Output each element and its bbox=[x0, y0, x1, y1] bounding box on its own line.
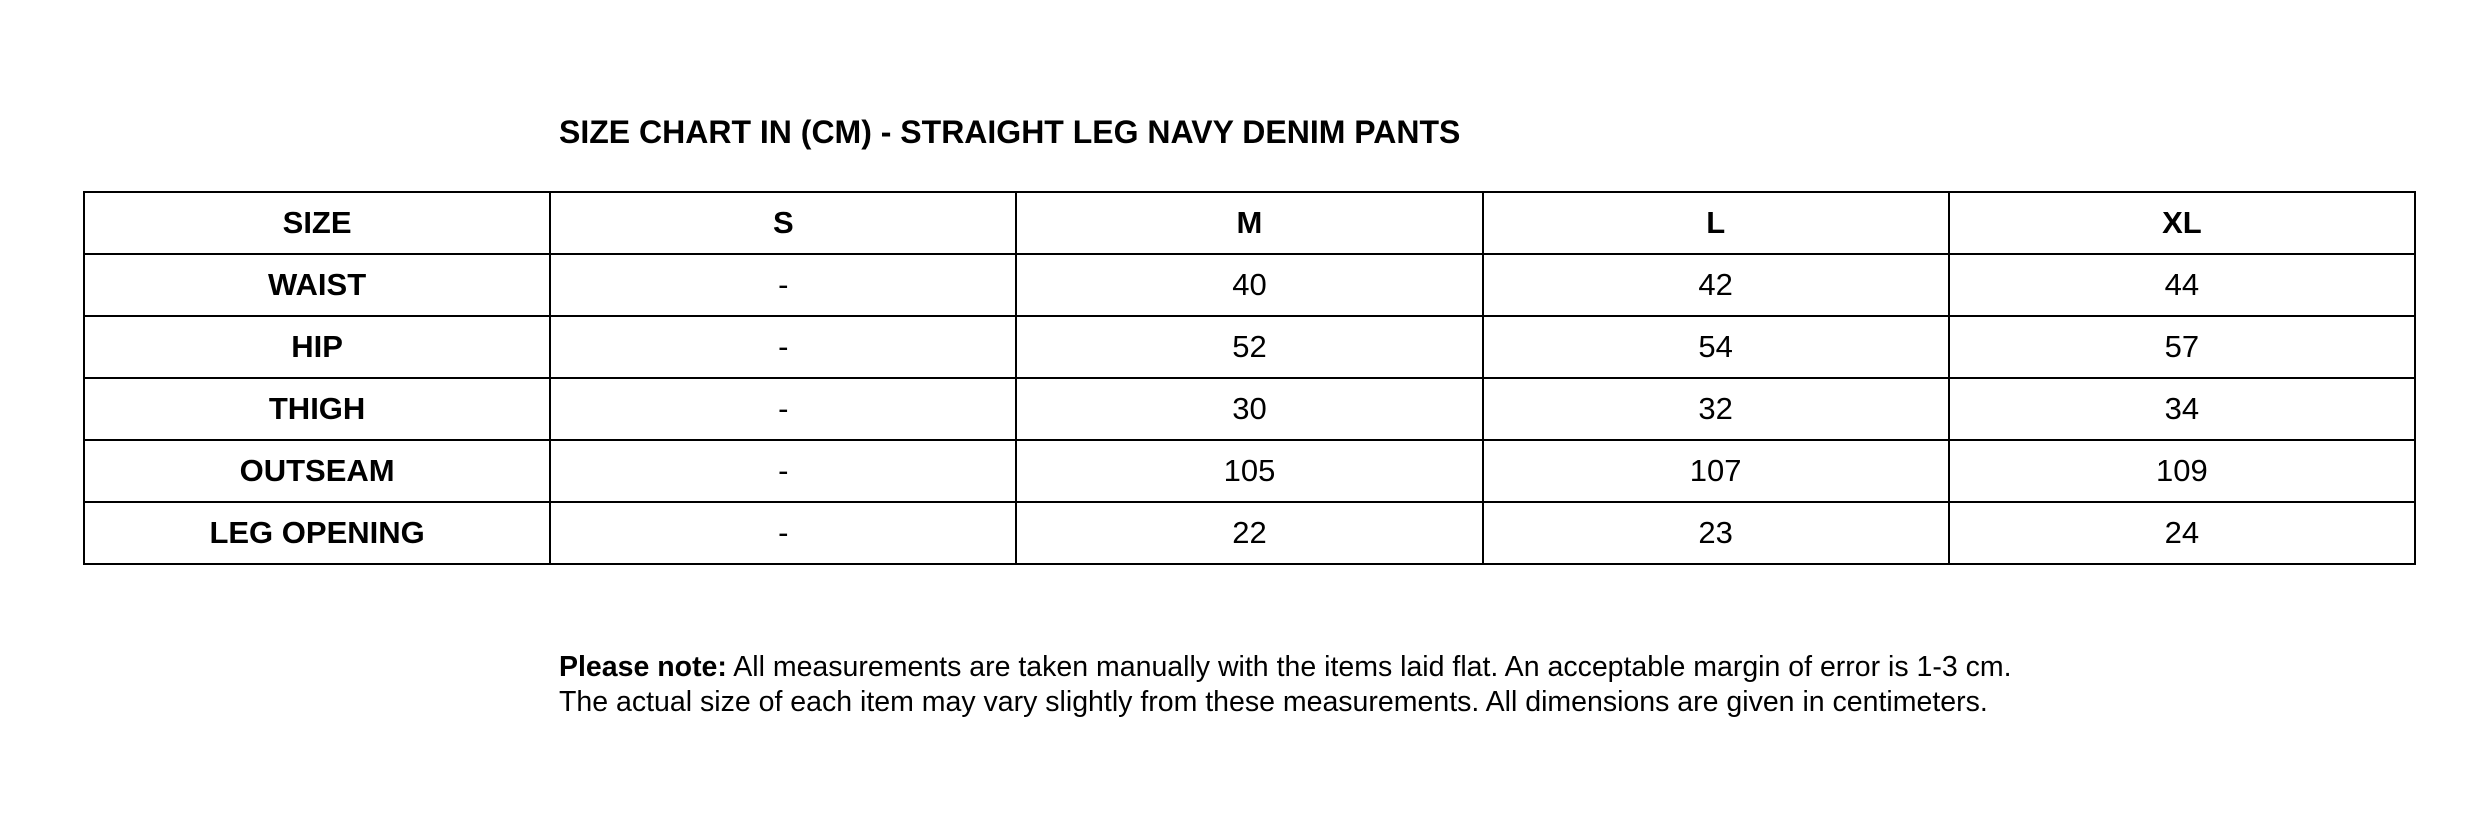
table-row bbox=[84, 502, 2415, 564]
table-cell: 109 bbox=[1949, 440, 2415, 502]
table-cell: 54 bbox=[1483, 316, 1949, 378]
table-cell: 32 bbox=[1483, 378, 1949, 440]
table-cell: 34 bbox=[1949, 378, 2415, 440]
row-label-thigh: THIGH bbox=[84, 378, 550, 440]
table-row bbox=[84, 254, 2415, 316]
table-row bbox=[84, 378, 2415, 440]
measurement-note bbox=[559, 650, 2012, 720]
column-header-m: M bbox=[1016, 192, 1482, 254]
table-cell: - bbox=[550, 502, 1016, 564]
table-header-row bbox=[84, 192, 2415, 254]
table-cell: 40 bbox=[1016, 254, 1482, 316]
table-cell: 42 bbox=[1483, 254, 1949, 316]
note-line-1 bbox=[559, 650, 2012, 685]
table-cell: - bbox=[550, 316, 1016, 378]
row-label-waist: WAIST bbox=[84, 254, 550, 316]
table-cell: - bbox=[550, 378, 1016, 440]
table-cell: 23 bbox=[1483, 502, 1949, 564]
note-text-1: All measurements are taken manually with the items laid flat. An acceptable margin of error is 1-3 cm. bbox=[726, 651, 2012, 683]
table-cell: - bbox=[550, 254, 1016, 316]
table-cell: 57 bbox=[1949, 316, 2415, 378]
table-cell: - bbox=[550, 440, 1016, 502]
table-row bbox=[84, 316, 2415, 378]
table-row bbox=[84, 440, 2415, 502]
column-header-s: S bbox=[550, 192, 1016, 254]
column-header-l: L bbox=[1483, 192, 1949, 254]
table-cell: 22 bbox=[1016, 502, 1482, 564]
table-cell: 52 bbox=[1016, 316, 1482, 378]
column-header-xl: XL bbox=[1949, 192, 2415, 254]
table-cell: 107 bbox=[1483, 440, 1949, 502]
size-chart-table bbox=[83, 191, 2416, 565]
table-cell: 30 bbox=[1016, 378, 1482, 440]
page-title: SIZE CHART IN (CM) - STRAIGHT LEG NAVY DENIM PANTS bbox=[559, 114, 1461, 150]
note-line-2: The actual size of each item may vary slightly from these measurements. All dimensions are given in centimeters. bbox=[559, 686, 1988, 718]
row-label-outseam: OUTSEAM bbox=[84, 440, 550, 502]
row-label-leg-opening: LEG OPENING bbox=[84, 502, 550, 564]
column-header-size: SIZE bbox=[84, 192, 550, 254]
note-label: Please note: bbox=[559, 651, 727, 683]
table-cell: 44 bbox=[1949, 254, 2415, 316]
row-label-hip: HIP bbox=[84, 316, 550, 378]
table-cell: 105 bbox=[1016, 440, 1482, 502]
table-cell: 24 bbox=[1949, 502, 2415, 564]
